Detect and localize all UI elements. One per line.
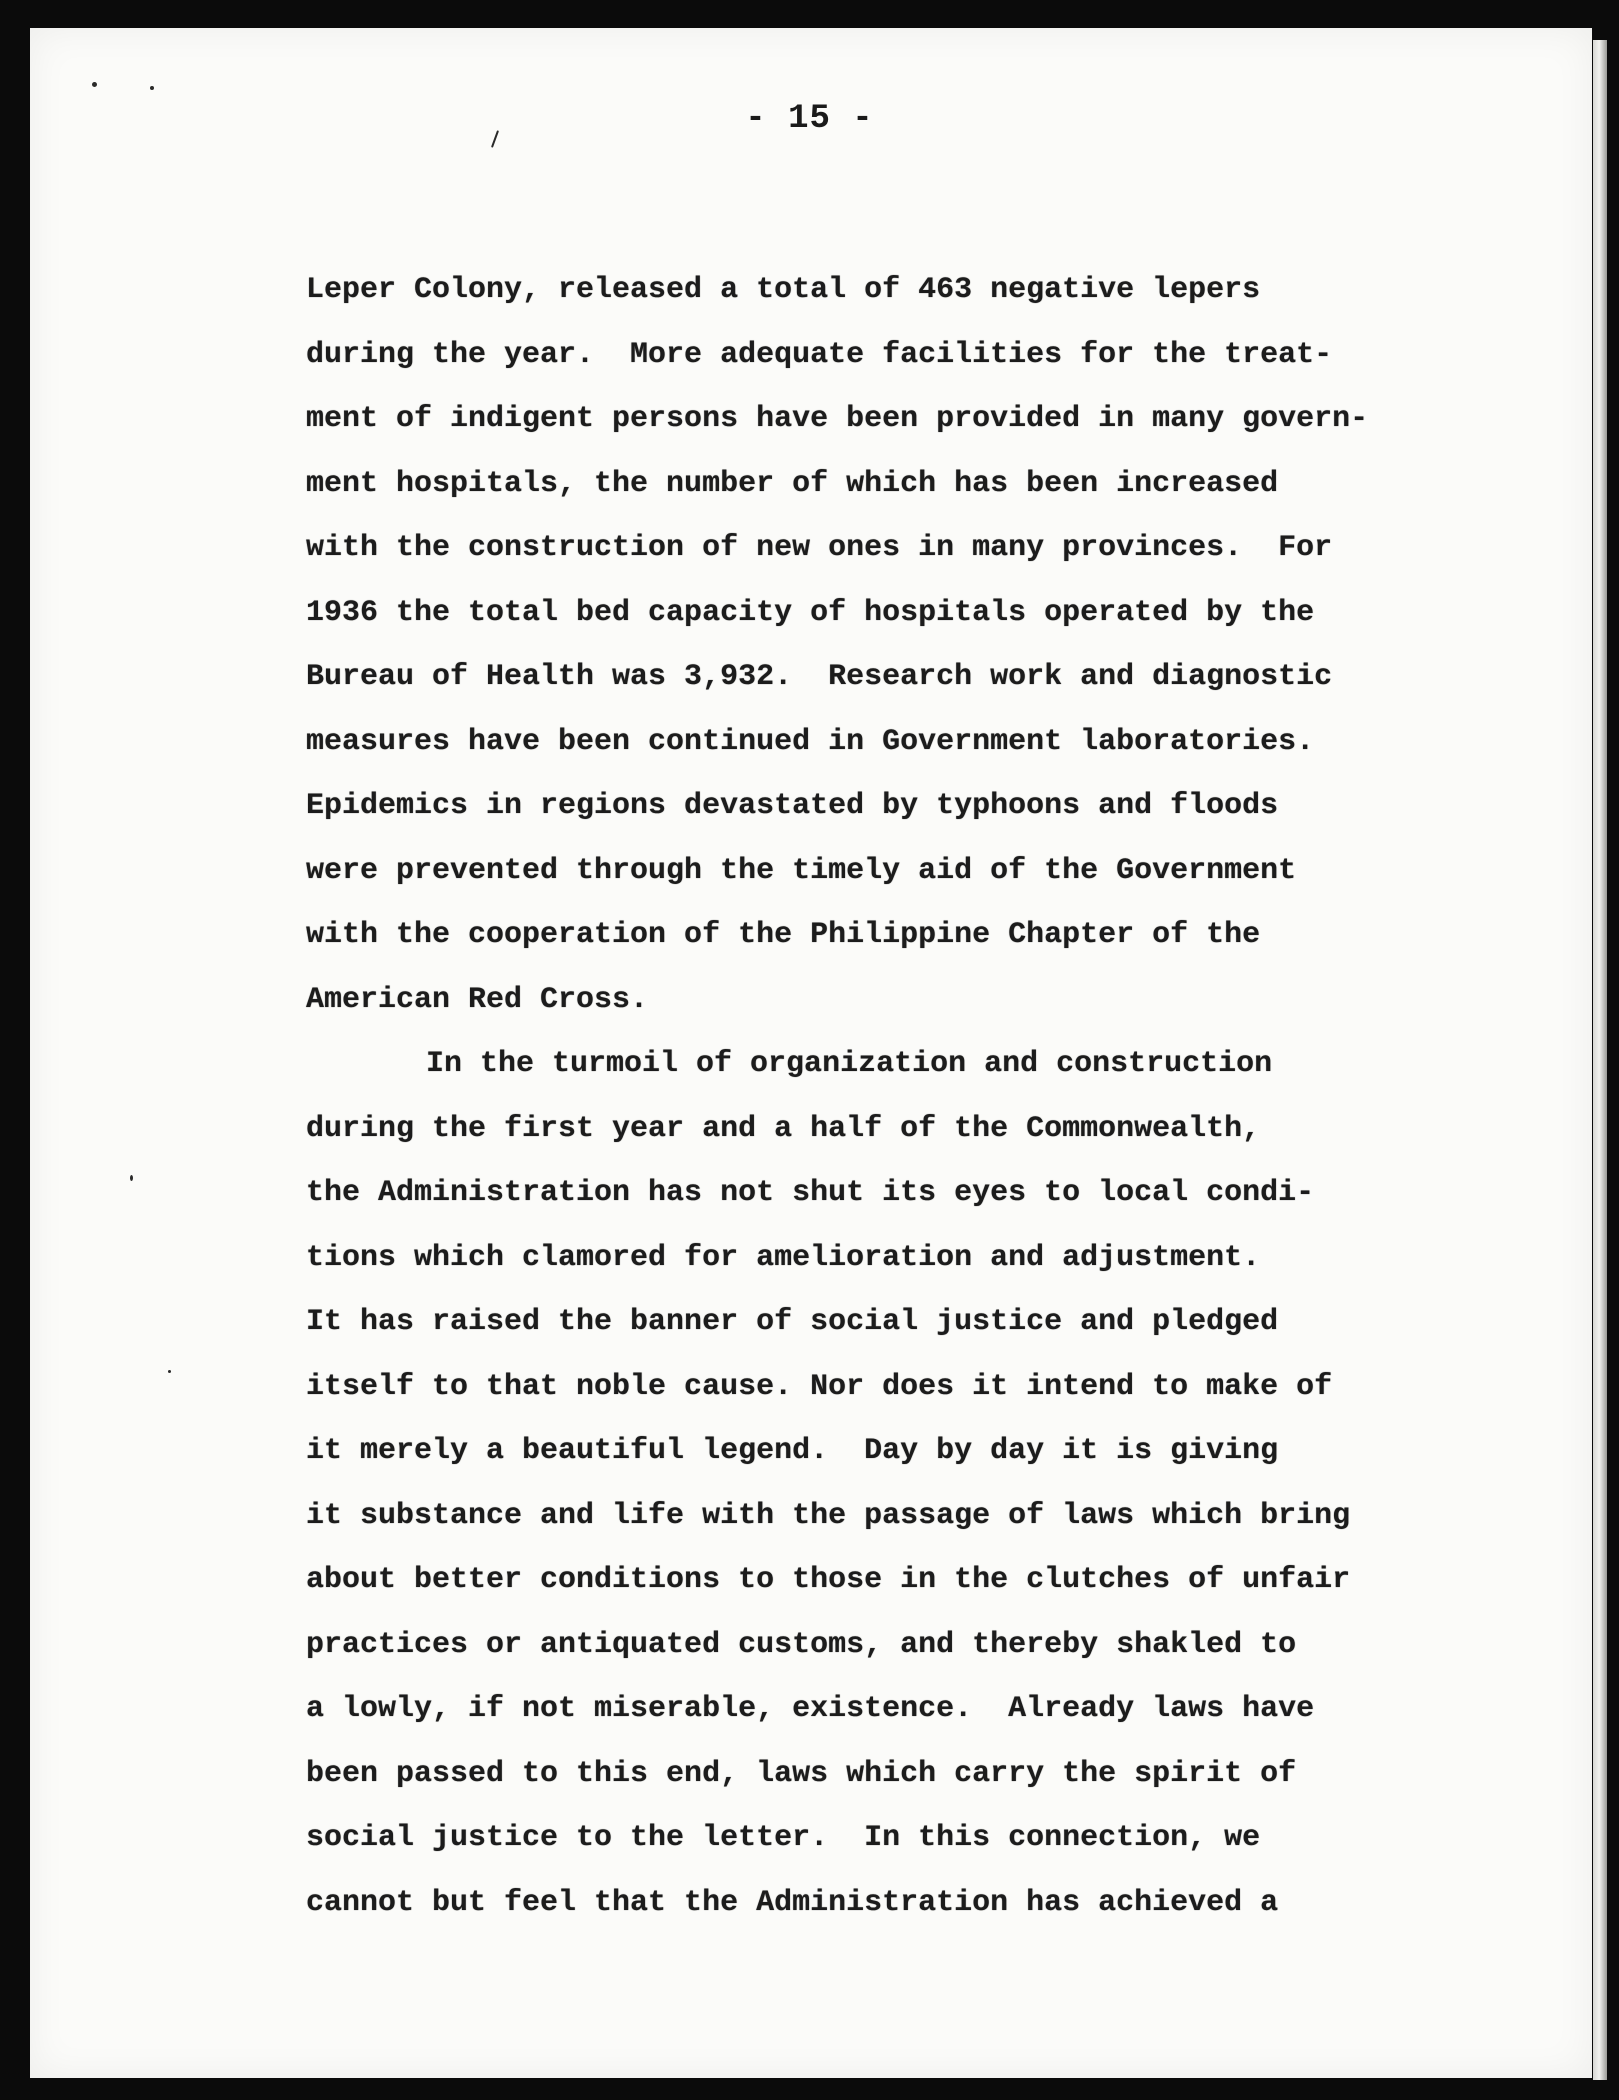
text-line: the Administration has not shut its eyes to local condi-: [306, 1176, 1315, 1210]
underlying-sheet-edge: [1593, 40, 1607, 2080]
text-line: been passed to this end, laws which carry the spirit of: [306, 1756, 1297, 1791]
page-number: - 15 -: [745, 100, 874, 138]
text-line: social justice to the letter. In this connection, we: [306, 1821, 1261, 1855]
text-line: Bureau of Health was 3,932. Research work and diagnostic: [306, 660, 1333, 694]
scan-speck: [150, 86, 154, 90]
text-line: cannot but feel that the Administration has achieved a: [306, 1885, 1279, 1920]
text-line: It has raised the banner of social justice and pledged: [306, 1305, 1279, 1339]
text-line: American Red Cross.: [306, 982, 649, 1017]
text-line: about better conditions to those in the clutches of unfair: [306, 1563, 1351, 1597]
text-line: ment of indigent persons have been provided in many govern-: [306, 402, 1369, 436]
text-line: with the cooperation of the Philippine Chapter of the: [306, 918, 1261, 952]
text-line: measures have been continued in Government laboratories.: [306, 724, 1315, 759]
text-line: itself to that noble cause. Nor does it intend to make of: [306, 1369, 1333, 1404]
text-line: Leper Colony, released a total of 463 negative lepers: [306, 273, 1261, 307]
scan-speck: [92, 82, 97, 87]
text-line: In the turmoil of organization and construction: [426, 1047, 1273, 1081]
text-line: Epidemics in regions devastated by typhoons and floods: [306, 789, 1279, 823]
body-text: [306, 258, 1456, 1935]
text-line: practices or antiquated customs, and thereby shakled to: [306, 1627, 1297, 1662]
text-line: during the year. More adequate facilities for the treat-: [306, 337, 1333, 372]
text-line: it substance and life with the passage of laws which bring: [306, 1498, 1351, 1533]
text-line: 1936 the total bed capacity of hospitals operated by the: [306, 595, 1315, 630]
text-line: a lowly, if not miserable, existence. Already laws have: [306, 1692, 1315, 1726]
text-line: during the first year and a half of the Commonwealth,: [306, 1111, 1261, 1146]
text-line: were prevented through the timely aid of the Government: [306, 853, 1297, 888]
text-line: it merely a beautiful legend. Day by day it is giving: [306, 1434, 1279, 1468]
scan-speck: [130, 1175, 133, 1181]
text-line: with the construction of new ones in many provinces. For: [306, 531, 1333, 565]
text-line: ment hospitals, the number of which has been increased: [306, 466, 1279, 501]
text-line: tions which clamored for amelioration and adjustment.: [306, 1240, 1261, 1275]
scan-speck: [168, 1370, 171, 1373]
